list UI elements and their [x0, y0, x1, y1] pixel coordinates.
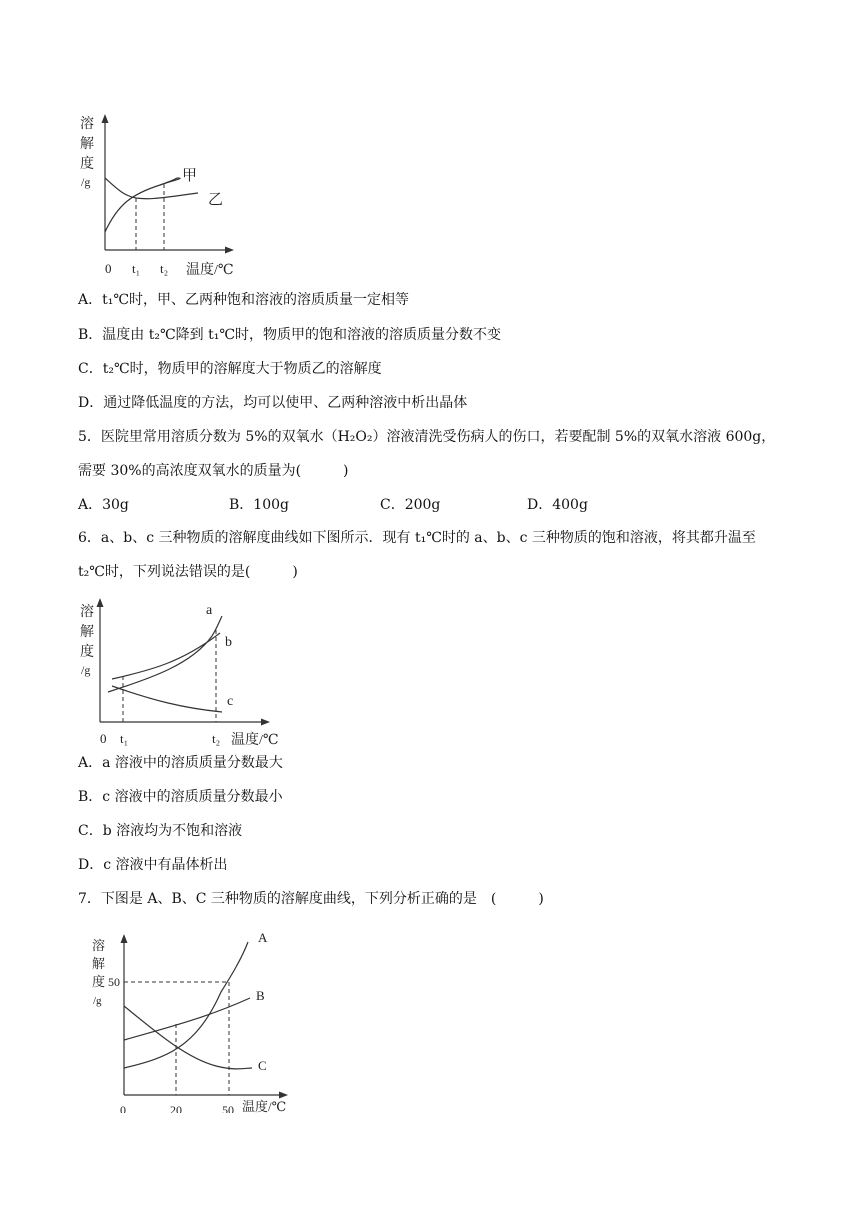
curve-label-C: C	[258, 1058, 267, 1073]
q6-option-a: A．a 溶液中的溶质质量分数最大	[78, 755, 283, 771]
curve-label-B: B	[256, 988, 265, 1003]
x-axis-label: 温度/℃	[242, 1099, 287, 1113]
y-axis-arrow	[102, 114, 109, 123]
tick-x-50: 50	[222, 1103, 234, 1113]
figure-3-solubility-curves	[86, 928, 296, 1113]
tick-t2: t₂	[160, 261, 169, 276]
curve-C	[124, 1006, 252, 1069]
y-axis-label-char: 度	[80, 645, 94, 660]
curve-B	[124, 998, 250, 1040]
q5-option-c: C．200g	[380, 497, 441, 513]
curve-label-b: b	[225, 635, 232, 650]
q5-option-d: D．400g	[527, 497, 588, 513]
y-axis-label-char: 度	[92, 974, 106, 989]
curve-label-A: A	[258, 930, 268, 945]
x-axis-label: 温度/℃	[186, 263, 234, 278]
figure-2-solubility-curves	[72, 596, 302, 751]
y-axis-label-char: /g	[81, 175, 91, 189]
y-axis-label-char: 溶	[92, 938, 106, 953]
tick-t2: t₂	[212, 731, 221, 746]
curve-label-jia: 甲	[182, 168, 198, 184]
y-axis-label-char: 溶	[80, 117, 94, 132]
x-axis-arrow	[225, 247, 234, 254]
q6-option-d: D．c 溶液中有晶体析出	[78, 857, 228, 873]
curve-b	[112, 633, 220, 679]
figure-1-solubility-curves	[70, 108, 270, 283]
q4-option-b: B．温度由 t₂℃降到 t₁℃时，物质甲的饱和溶液的溶质质量分数不变	[78, 327, 501, 343]
tick-t1: t₁	[132, 261, 141, 276]
q5-option-b: B．100g	[229, 497, 289, 513]
q6-option-b: B．c 溶液中的溶质质量分数最小	[78, 789, 283, 805]
tick-y-50: 50	[108, 975, 120, 989]
q6-stem-line2: t₂℃时，下列说法错误的是( )	[78, 564, 298, 580]
tick-x-20: 20	[170, 1103, 182, 1113]
q4-option-c: C．t₂℃时，物质甲的溶解度大于物质乙的溶解度	[78, 361, 382, 377]
origin-label: 0	[100, 731, 107, 746]
y-axis-label-char: 解	[80, 625, 94, 640]
q6-stem-line1: 6．a、b、c 三种物质的溶解度曲线如下图所示．现有 t₁℃时的 a、b、c 三种物质的饱和溶液，将其都升温至	[78, 530, 756, 546]
y-axis-arrow	[97, 598, 104, 607]
x-axis-arrow	[279, 1092, 288, 1099]
origin-label: 0	[105, 261, 112, 276]
q4-option-d: D．通过降低温度的方法，均可以使甲、乙两种溶液中析出晶体	[78, 395, 468, 411]
curve-a	[108, 616, 222, 692]
curve-jia	[105, 178, 180, 232]
curve-c	[112, 686, 222, 712]
x-axis-label: 温度/℃	[231, 733, 279, 748]
q6-option-c: C．b 溶液均为不饱和溶液	[78, 823, 243, 839]
tick-t1: t₁	[120, 731, 129, 746]
curve-label-a: a	[206, 603, 213, 618]
q4-option-a: A．t₁℃时，甲、乙两种饱和溶液的溶质质量一定相等	[78, 292, 410, 308]
q5-stem-line2: 需要 30%的高浓度双氧水的质量为( )	[78, 463, 349, 479]
y-axis-label-char: /g	[81, 663, 91, 677]
y-axis-label-char: 解	[92, 956, 106, 971]
curve-label-c: c	[227, 694, 234, 709]
curve-jia-tail	[160, 178, 177, 185]
y-axis-label-char: 解	[80, 137, 94, 152]
q5-option-a: A．30g	[78, 497, 129, 513]
curve-label-yi: 乙	[208, 192, 224, 208]
x-axis-arrow	[261, 719, 270, 726]
y-axis-label-char: 溶	[80, 605, 94, 620]
y-axis-arrow	[121, 934, 128, 943]
y-axis-label-char: /g	[93, 995, 102, 1007]
y-axis-label-char: 度	[80, 157, 94, 172]
q7-stem: 7．下图是 A、B、C 三种物质的溶解度曲线，下列分析正确的是 ( )	[78, 891, 544, 907]
q5-stem-line1: 5．医院里常用溶质分数为 5%的双氧水（H₂O₂）溶液清洗受伤病人的伤口，若要配制 5%的双氧水溶液 600g，	[78, 429, 776, 445]
origin-label: 0	[120, 1103, 126, 1113]
